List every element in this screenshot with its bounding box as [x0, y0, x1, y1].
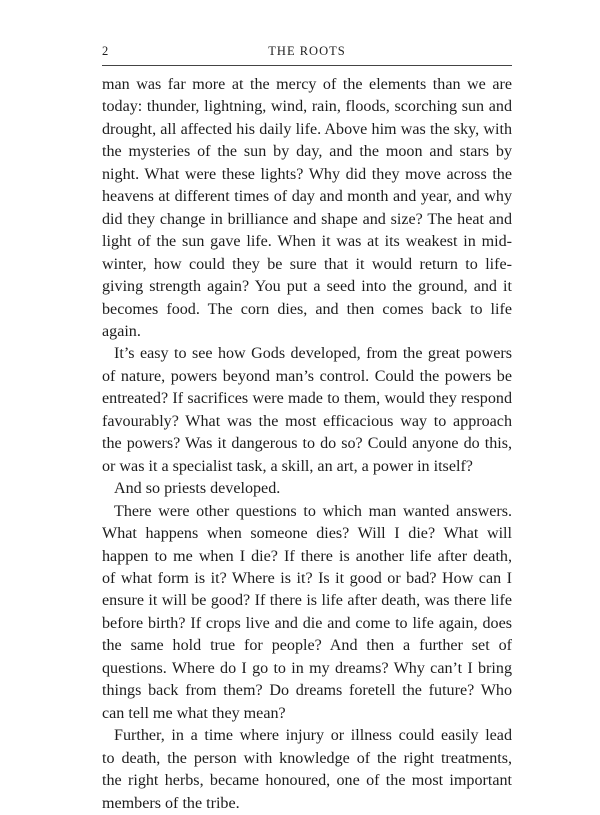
text-line: can tell me what they mean? — [102, 704, 286, 722]
text-line: to death, the person with knowledge of the right treatments, — [102, 749, 512, 767]
text-line: did they change in brilliance and shape and size? The heat and — [102, 210, 512, 228]
text-line: of nature, powers beyond man’s control. Could the powers be — [102, 367, 512, 385]
header-rule — [102, 65, 512, 66]
text-line: drought, all affected his daily life. Above him was the sky, with — [102, 120, 512, 138]
text-line: night. What were these lights? Why did they move across the — [102, 165, 512, 183]
text-line: of what form is it? Where is it? Is it good or bad? How can I — [102, 569, 512, 587]
text-line: members of the tribe. — [102, 794, 240, 812]
text-line: or was it a specialist task, a skill, an art, a power in itself? — [102, 457, 473, 475]
body-text — [102, 74, 512, 815]
text-line: happen to me when I die? If there is another life after death, — [102, 547, 512, 565]
text-line: winter, how could they be sure that it would return to life- — [102, 255, 512, 273]
text-line: Further, in a time where injury or illness could easily lead — [114, 727, 512, 745]
text-line: entreated? If sacrifices were made to them, would they respond — [102, 390, 512, 408]
running-title: THE ROOTS — [268, 44, 346, 58]
text-line: things back from them? Do dreams foretell the future? Who — [102, 682, 512, 700]
running-head — [102, 44, 512, 64]
text-line: There were other questions to which man wanted answers. — [114, 502, 512, 520]
text-line: man was far more at the mercy of the elements than we are — [102, 76, 512, 93]
text-line: becomes food. The corn dies, and then comes back to life — [102, 300, 512, 318]
text-line: the mysteries of the sun by day, and the moon and stars by — [102, 143, 512, 161]
text-line: today: thunder, lightning, wind, rain, floods, scorching sun and — [102, 98, 512, 116]
text-line: light of the sun gave life. When it was at its weakest in mid- — [102, 233, 512, 251]
text-line: the right herbs, became honoured, one of the most important — [102, 772, 512, 790]
text-line: heavens at different times of day and month and year, and why — [102, 188, 512, 206]
text-line: again. — [102, 322, 141, 340]
text-line: And so priests developed. — [114, 480, 281, 498]
text-line: favourably? What was the most efficacious way to approach — [102, 412, 512, 430]
text-line: It’s easy to see how Gods developed, from the great powers — [114, 345, 512, 363]
text-line: giving strength again? You put a seed into the ground, and it — [102, 278, 512, 296]
text-line: before birth? If crops live and die and come to life again, does — [102, 614, 512, 632]
text-line: questions. Where do I go to in my dreams? Why can’t I bring — [102, 659, 512, 677]
text-line: the same hold true for people? And then a further set of — [102, 637, 512, 655]
text-line: the powers? Was it dangerous to do so? Could anyone do this, — [102, 435, 512, 453]
page-number: 2 — [102, 44, 109, 58]
text-line: ensure it will be good? If there is life after death, was there life — [102, 592, 512, 610]
text-line: What happens when someone dies? Will I die? What will — [102, 525, 512, 543]
